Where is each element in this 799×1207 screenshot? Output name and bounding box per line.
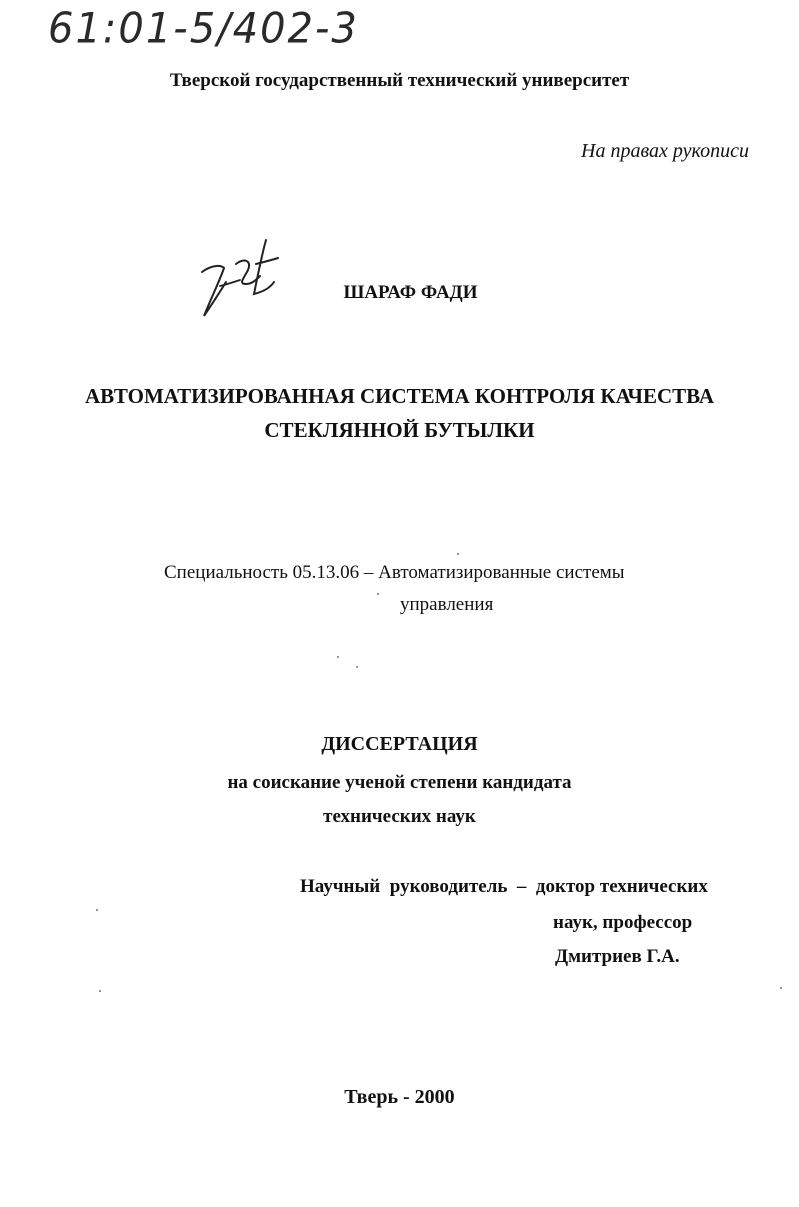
dissertation-title-line-2: СТЕКЛЯННОЙ БУТЫЛКИ	[264, 418, 535, 442]
handwritten-signature-icon	[190, 234, 290, 324]
scan-speck	[96, 909, 98, 911]
specialty-line-2: управления	[400, 594, 494, 615]
scan-speck	[780, 987, 782, 989]
scan-speck	[457, 553, 459, 555]
author-name: ШАРАФ ФАДИ	[343, 282, 478, 303]
scan-speck	[99, 990, 101, 992]
specialty-line-1: Специальность 05.13.06 – Автоматизированные системы	[164, 562, 625, 583]
degree-line-2: технических наук	[323, 806, 476, 827]
scan-speck	[377, 593, 379, 595]
rights-note: На правах рукописи	[581, 140, 749, 162]
dissertation-title-line-1: АВТОМАТИЗИРОВАННАЯ СИСТЕМА КОНТРОЛЯ КАЧЕСТВА	[85, 384, 714, 408]
degree-line-1: на соискание ученой степени кандидата	[227, 772, 572, 793]
supervisor-line-2: наук, профессор	[553, 912, 693, 933]
archive-number-handwritten: 61:01-5/402-3	[48, 4, 359, 54]
scan-speck	[337, 656, 339, 658]
university-name: Тверской государственный технический университет	[169, 70, 630, 91]
city-year: Тверь - 2000	[344, 1086, 455, 1108]
scan-speck	[356, 666, 358, 668]
supervisor-name: Дмитриев Г.А.	[555, 946, 680, 967]
dissertation-heading: ДИССЕРТАЦИЯ	[321, 733, 478, 755]
supervisor-line-1: Научный руководитель – доктор технических	[300, 876, 708, 897]
